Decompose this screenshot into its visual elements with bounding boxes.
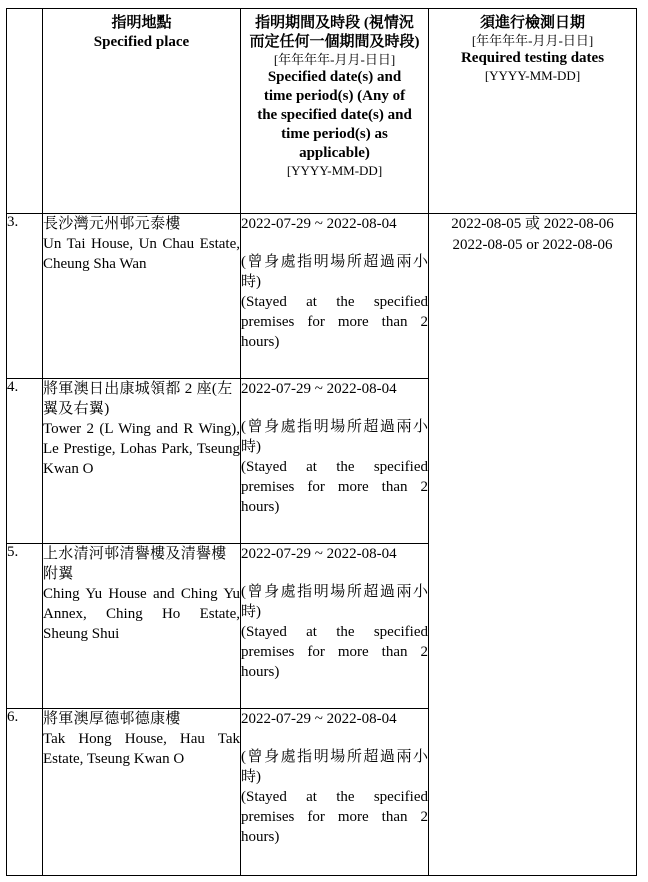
header-period-format-zh: [年年年年-月月-日日] xyxy=(273,52,396,67)
row-period-note-en: (Stayed at the specified premises for more than 2 hours) xyxy=(241,789,428,845)
row-period-note-zh: (曾身處指明場所超過兩小時) xyxy=(241,419,428,455)
table-header-row xyxy=(7,9,637,214)
row-place-en: Ching Yu House and Ching Yu Annex, Ching Ho Estate, Sheung Shui xyxy=(43,586,240,642)
row-period-dates: 2022-07-29 ~ 2022-08-04 xyxy=(241,711,397,727)
row-period-dates: 2022-07-29 ~ 2022-08-04 xyxy=(241,381,397,397)
row-period-cell xyxy=(241,214,429,379)
row-place-cell xyxy=(43,214,241,379)
row-place-en: Tower 2 (L Wing and R Wing), Le Prestige, Lohas Park, Tseung Kwan O xyxy=(43,421,240,477)
table-row xyxy=(7,214,637,379)
header-place-cell xyxy=(43,9,241,214)
header-period-format-en: [YYYY-MM-DD] xyxy=(286,163,383,178)
row-period-note-en: (Stayed at the specified premises for more than 2 hours) xyxy=(241,459,428,515)
row-place-cell xyxy=(43,379,241,544)
header-period-en: Specified date(s) and time period(s) (Any of the specified date(s) and time period(s) as applicable) xyxy=(257,69,412,161)
row-period-note-en: (Stayed at the specified premises for more than 2 hours) xyxy=(241,294,428,350)
header-place-en: Specified place xyxy=(93,34,190,50)
row-place-en: Un Tai House, Un Chau Estate, Cheung Sha Wan xyxy=(43,236,240,272)
row-period-note-zh: (曾身處指明場所超過兩小時) xyxy=(241,254,428,290)
row-number: 4. xyxy=(7,379,43,544)
header-period-zh: 指明期間及時段 (視情況而定任何一個期間及時段) xyxy=(249,15,420,50)
row-number: 5. xyxy=(7,544,43,709)
header-number-cell xyxy=(7,9,43,214)
row-number: 6. xyxy=(7,709,43,876)
row-period-cell xyxy=(241,709,429,876)
testing-dates-cell xyxy=(429,214,637,876)
row-place-cell xyxy=(43,544,241,709)
row-period-dates: 2022-07-29 ~ 2022-08-04 xyxy=(241,546,397,562)
header-testing-format-en: [YYYY-MM-DD] xyxy=(484,68,581,83)
row-period-note-en: (Stayed at the specified premises for more than 2 hours) xyxy=(241,624,428,680)
row-place-zh: 將軍澳厚德邨德康樓 xyxy=(43,711,181,727)
row-period-note-zh: (曾身處指明場所超過兩小時) xyxy=(241,749,428,785)
row-period-cell xyxy=(241,544,429,709)
header-period-cell xyxy=(241,9,429,214)
row-place-zh: 將軍澳日出康城領都 2 座(左翼及右翼) xyxy=(43,381,233,417)
header-place-zh: 指明地點 xyxy=(111,15,172,31)
row-period-note-zh: (曾身處指明場所超過兩小時) xyxy=(241,584,428,620)
header-testing-zh: 須進行檢測日期 xyxy=(479,15,585,31)
header-testing-format-zh: [年年年年-月月-日日] xyxy=(471,33,594,48)
row-place-cell xyxy=(43,709,241,876)
testing-dates-en: 2022-08-05 or 2022-08-06 xyxy=(452,237,613,253)
row-period-dates: 2022-07-29 ~ 2022-08-04 xyxy=(241,216,397,232)
row-place-en: Tak Hong House, Hau Tak Estate, Tseung Kwan O xyxy=(43,731,240,767)
header-testing-en: Required testing dates xyxy=(460,50,605,66)
specified-places-table xyxy=(6,8,637,876)
header-testing-cell xyxy=(429,9,637,214)
row-period-cell xyxy=(241,379,429,544)
row-place-zh: 長沙灣元州邨元泰樓 xyxy=(43,216,181,232)
row-number: 3. xyxy=(7,214,43,379)
row-place-zh: 上水清河邨清譽樓及清譽樓附翼 xyxy=(43,546,227,582)
testing-dates-zh: 2022-08-05 或 2022-08-06 xyxy=(451,216,614,232)
